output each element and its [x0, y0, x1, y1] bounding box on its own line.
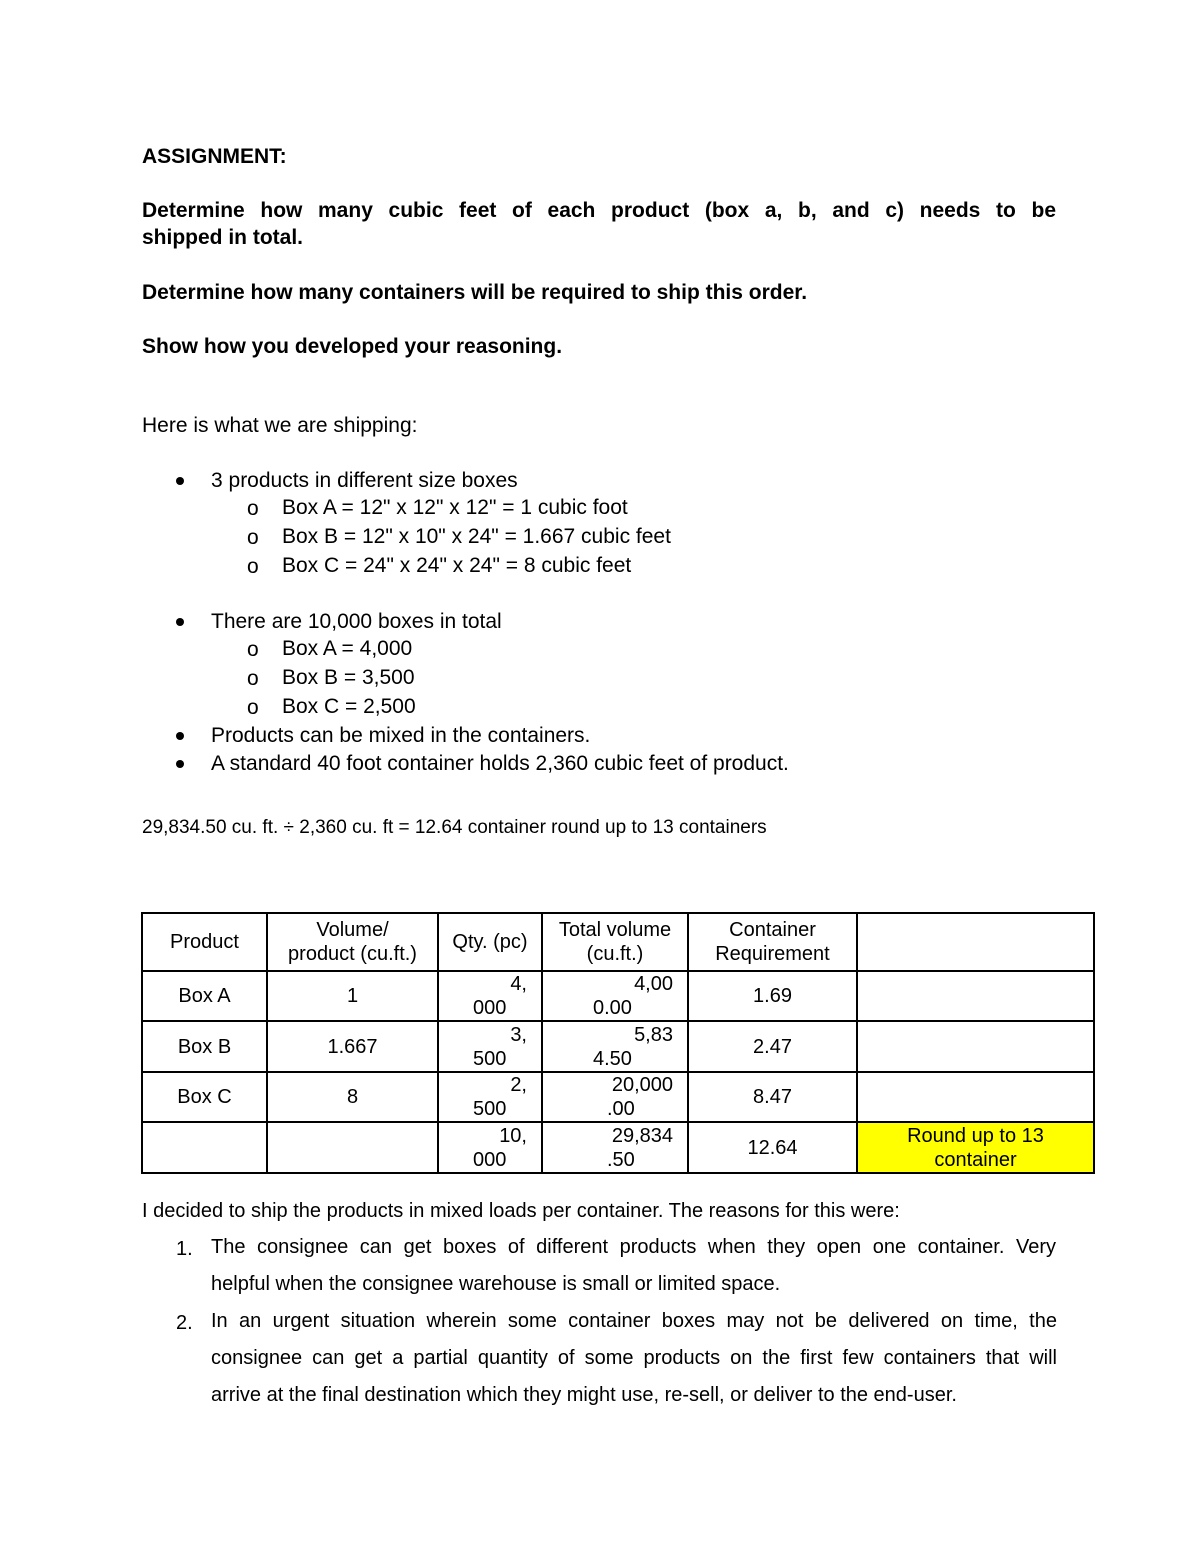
- cell-note: [857, 971, 1094, 1021]
- cell-qty: 4, 000: [438, 971, 542, 1021]
- cell-container: 8.47: [688, 1072, 857, 1122]
- cell-qty: 2, 500: [438, 1072, 542, 1122]
- reason-2-line-1: In an urgent situation wherein some container boxes may not be delivered on time, the: [211, 1310, 1057, 1332]
- bullet-icon: [176, 477, 184, 485]
- cell-container-total: 12.64: [688, 1122, 857, 1173]
- reason-1: [211, 1229, 1056, 1303]
- bullet-2-text: There are 10,000 boxes in total: [211, 610, 502, 633]
- cell-total: 5,83 4.50: [542, 1021, 688, 1072]
- cell-product: Box B: [142, 1021, 267, 1072]
- reason-2-line-3: arrive at the final destination which they might use, re-sell, or deliver to the end-user.: [211, 1384, 957, 1406]
- sub-bullet-icon: o: [247, 526, 259, 549]
- cell-product: Box C: [142, 1072, 267, 1122]
- reason-2-line-2: consignee can get a partial quantity of some products on the first few containers that will: [211, 1347, 1057, 1369]
- cell-volume: 8: [267, 1072, 438, 1122]
- table-row: [142, 971, 1094, 1021]
- cell-volume: 1: [267, 971, 438, 1021]
- table-row: [142, 1072, 1094, 1122]
- cell-container: 2.47: [688, 1021, 857, 1072]
- bullet-3-text: Products can be mixed in the containers.: [211, 724, 591, 747]
- bullet-icon: [176, 618, 184, 626]
- cell-note: [857, 1021, 1094, 1072]
- bullet-icon: [176, 760, 184, 768]
- sub-bullet-icon: o: [247, 555, 259, 578]
- table-header-row: [142, 913, 1094, 971]
- reason-1-number: 1.: [176, 1238, 193, 1260]
- bullet-1-sub-3: Box C = 24" x 24" x 24" = 8 cubic feet: [282, 554, 632, 577]
- bullet-1-text: 3 products in different size boxes: [211, 469, 518, 492]
- task1-line2: shipped in total.: [142, 226, 303, 249]
- sub-bullet-icon: o: [247, 638, 259, 661]
- task2: Determine how many containers will be required to ship this order.: [142, 281, 808, 304]
- task3: Show how you developed your reasoning.: [142, 335, 563, 358]
- cell-total-volume-sum: 29,834 .50: [542, 1122, 688, 1173]
- sub-bullet-icon: o: [247, 497, 259, 520]
- bullet-2-sub-2: Box B = 3,500: [282, 666, 415, 689]
- table-row: [142, 1021, 1094, 1072]
- cell-total: 20,000 .00: [542, 1072, 688, 1122]
- cell-container: 1.69: [688, 971, 857, 1021]
- reason-2-number: 2.: [176, 1312, 193, 1334]
- header-product: Product: [142, 913, 267, 971]
- sub-bullet-icon: o: [247, 667, 259, 690]
- task1-line1: Determine how many cubic feet of each product (box a, b, and c) needs to be: [142, 199, 1056, 222]
- reason-1-line-2: helpful when the consignee warehouse is small or limited space.: [211, 1273, 781, 1295]
- cell-total: 4,00 0.00: [542, 971, 688, 1021]
- cell-volume: 1.667: [267, 1021, 438, 1072]
- header-empty: [857, 913, 1094, 971]
- round-up-note: Round up to 13 container: [857, 1122, 1094, 1173]
- sub-bullet-icon: o: [247, 696, 259, 719]
- assignment-title: ASSIGNMENT:: [142, 145, 287, 168]
- bullet-4-text: A standard 40 foot container holds 2,360 cubic feet of product.: [211, 752, 789, 775]
- table-total-row: [142, 1122, 1094, 1173]
- reason-1-line-1: The consignee can get boxes of different products when they open one container. Very: [211, 1236, 1056, 1258]
- cell-qty-total: 10, 000: [438, 1122, 542, 1173]
- bullet-1-sub-1: Box A = 12" x 12" x 12" = 1 cubic foot: [282, 496, 628, 519]
- header-volume: Volume/ product (cu.ft.): [267, 913, 438, 971]
- volume-table: [141, 912, 1095, 1174]
- cell-qty: 3, 500: [438, 1021, 542, 1072]
- shipping-intro: Here is what we are shipping:: [142, 414, 418, 437]
- bullet-1-sub-2: Box B = 12" x 10" x 24" = 1.667 cubic feet: [282, 525, 671, 548]
- cell-volume: [267, 1122, 438, 1173]
- bullet-icon: [176, 732, 184, 740]
- cell-note: [857, 1072, 1094, 1122]
- cell-product: Box A: [142, 971, 267, 1021]
- calculation-line: 29,834.50 cu. ft. ÷ 2,360 cu. ft = 12.64 container round up to 13 containers: [142, 817, 767, 838]
- header-total-volume: Total volume (cu.ft.): [542, 913, 688, 971]
- reasoning-intro: I decided to ship the products in mixed loads per container. The reasons for this were:: [142, 1200, 900, 1222]
- header-qty: Qty. (pc): [438, 913, 542, 971]
- cell-product: [142, 1122, 267, 1173]
- bullet-2-sub-1: Box A = 4,000: [282, 637, 413, 660]
- bullet-2-sub-3: Box C = 2,500: [282, 695, 416, 718]
- reason-2: [211, 1303, 1057, 1414]
- header-container: Container Requirement: [688, 913, 857, 971]
